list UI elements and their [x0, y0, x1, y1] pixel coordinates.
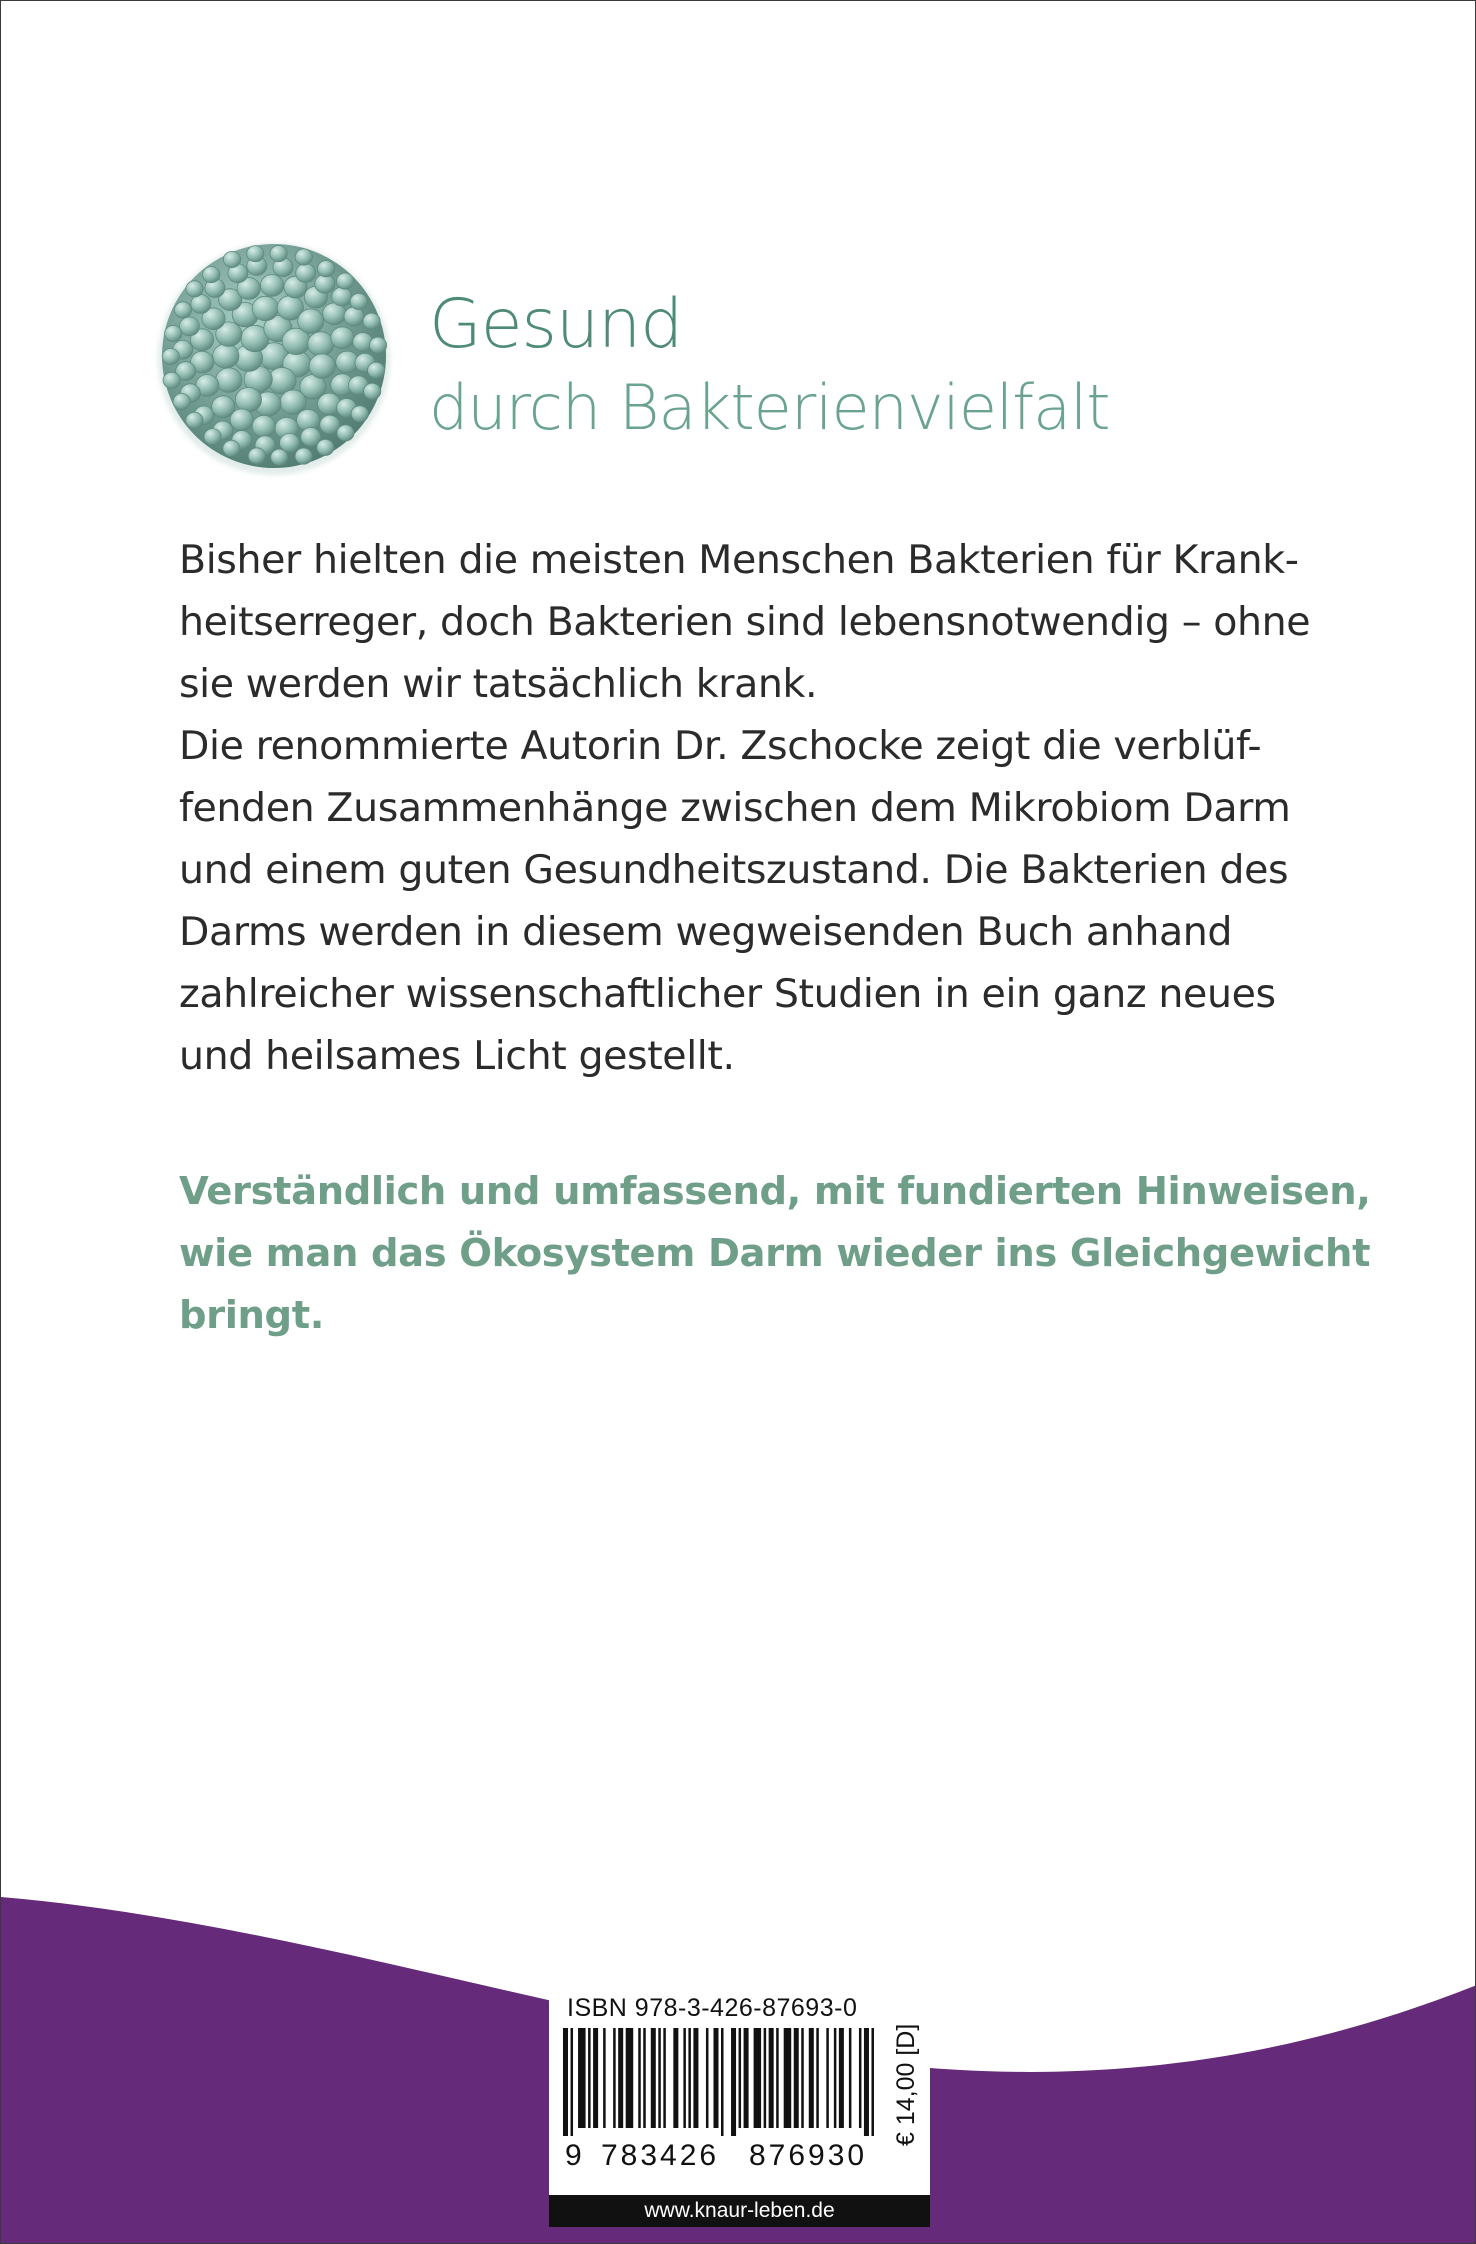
barcode-bar: [713, 2028, 718, 2128]
barcode-bar: [769, 2028, 774, 2128]
blurb-line: Darms werden in diesem wegweisenden Buch anhand: [179, 909, 1233, 955]
blurb-line: Die renommierte Autorin Dr. Zschocke zeigt die verblüf-: [179, 723, 1262, 769]
blurb-line: sie werden wir tatsächlich krank.: [179, 661, 818, 707]
barcode-bar: [826, 2028, 829, 2128]
barcode-bar: [706, 2028, 709, 2128]
barcode-bar: [683, 2028, 686, 2128]
blurb-line: und einem guten Gesundheitszustand. Die Bakterien des: [179, 847, 1289, 893]
isbn-label: ISBN 978-3-426-87693-0: [567, 1994, 858, 2022]
barcode-bar: [731, 2028, 736, 2136]
barcode-bar: [784, 2028, 792, 2128]
barcode-bar: [859, 2028, 862, 2128]
barcode-bars: [563, 2028, 879, 2136]
price-label: € 14,00 [D]: [892, 2023, 920, 2146]
blurb-line: zahlreicher wissenschaftlicher Studien in ein ganz neues: [179, 971, 1276, 1017]
barcode-bar: [613, 2028, 616, 2128]
barcode-bar: [839, 2028, 844, 2128]
barcode-bar: [673, 2028, 678, 2128]
headline-line-1: Gesund: [429, 285, 683, 364]
barcode-bar: [663, 2028, 666, 2128]
barcode-bar: [794, 2028, 799, 2128]
highlight-line: bringt.: [179, 1293, 324, 1338]
barcode-bar: [871, 2028, 874, 2136]
barcode-bar: [816, 2028, 819, 2128]
barcode-bar: [588, 2028, 591, 2128]
barcode-bar: [638, 2028, 641, 2128]
blurb-line: und heilsames Licht gestellt.: [179, 1033, 735, 1079]
purple-wave-band: [1, 1, 1476, 2244]
barcode-bar: [754, 2028, 762, 2128]
barcode-bar: [739, 2028, 742, 2128]
barcode-bar: [651, 2028, 656, 2128]
headline-line-2: durch Bakterienvielfalt: [429, 371, 1110, 444]
barcode-bar: [603, 2028, 606, 2128]
barcode-bar: [721, 2028, 724, 2136]
publisher-website: www.knaur-leben.de: [549, 2195, 930, 2227]
barcode-bar: [563, 2028, 568, 2136]
barcode-area: [549, 1986, 930, 2195]
highlight-line: Verständlich und umfassend, mit fundierten Hinweisen,: [179, 1169, 1371, 1214]
barcode-bar: [764, 2028, 767, 2128]
barcode-bar: [834, 2028, 837, 2128]
barcode-bar: [693, 2028, 698, 2128]
barcode-bar: [571, 2028, 574, 2136]
barcode-bar: [643, 2028, 646, 2128]
blurb-line: Bisher hielten die meisten Menschen Bakterien für Krank-: [179, 537, 1299, 583]
barcode-bar: [801, 2028, 804, 2128]
barcode-digits-left: 783426: [601, 2139, 720, 2172]
barcode-bar: [809, 2028, 814, 2128]
barcode-bar: [618, 2028, 623, 2128]
barcode-bar: [626, 2028, 634, 2128]
barcode-bar: [593, 2028, 598, 2128]
highlight-line: wie man das Ökosystem Darm wieder ins Gleichgewicht: [179, 1231, 1371, 1276]
barcode-bar: [578, 2028, 586, 2128]
barcode-bar: [688, 2028, 691, 2128]
barcode-digit-first: 9: [565, 2139, 582, 2172]
barcode-digits-right: 876930: [749, 2139, 868, 2172]
barcode-bar: [864, 2028, 869, 2136]
barcode-bar: [658, 2028, 661, 2128]
barcode-bar: [776, 2028, 779, 2128]
barcode-bar: [849, 2028, 852, 2128]
barcode-bar: [744, 2028, 749, 2128]
blurb-line: heitserreger, doch Bakterien sind lebensnotwendig – ohne: [179, 599, 1311, 645]
blurb-line: fenden Zusammenhänge zwischen dem Mikrobiom Darm: [179, 785, 1291, 831]
